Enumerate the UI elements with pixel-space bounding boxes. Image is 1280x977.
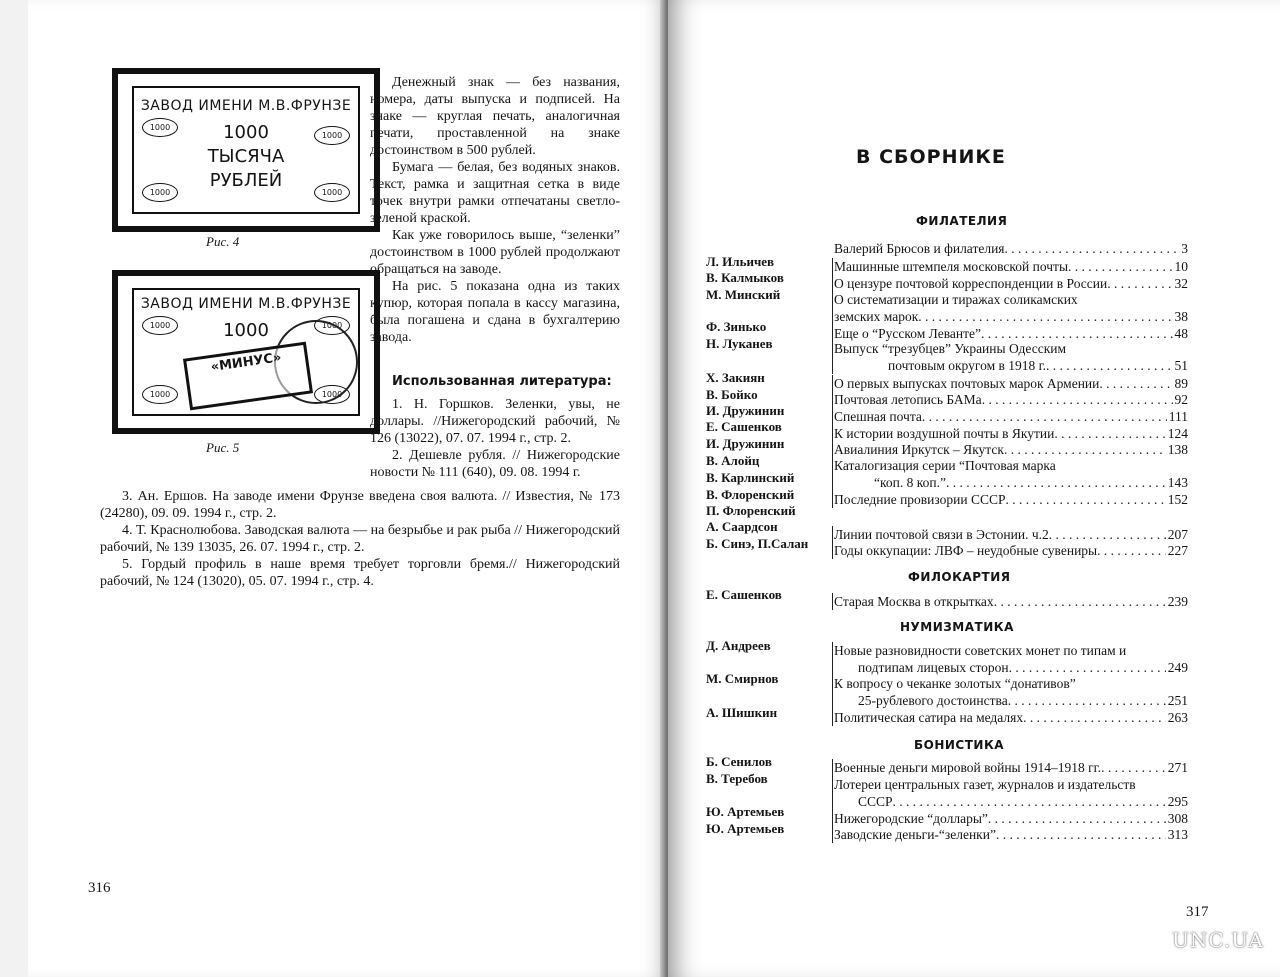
toc-author: В. Калмыков — [706, 270, 784, 285]
section-heading-filokartia: ФИЛОКАРТИЯ — [908, 570, 1011, 584]
toc-entry[interactable] — [834, 542, 1188, 559]
toc-entry[interactable] — [834, 240, 1188, 257]
toc-entry[interactable] — [834, 526, 1188, 543]
toc-author: Ю. Артемьев — [706, 821, 785, 836]
toc-author: М. Минский — [706, 287, 781, 302]
entry-title: Политическая сатира на медалях — [834, 710, 1024, 725]
figure-5-caption: Рис. 5 — [206, 440, 240, 455]
literature-item: 2. Дешевле рубля. // Нижегородские новости № 111 (640), 09. 08. 1994 г. — [370, 448, 620, 480]
entry-page: 313 — [1167, 827, 1188, 842]
entry-page: 10 — [1174, 259, 1188, 274]
paragraph: Как уже говорилось выше, “зеленки” достоинством в 1000 рублей продолжают обращаться на заводе. — [370, 228, 620, 277]
entry-page: 3 — [1181, 241, 1188, 256]
toc-entry[interactable] — [834, 391, 1188, 408]
banknote-figure-5 — [112, 270, 380, 434]
entry-title-cont: 25-рублевого достоинства — [858, 693, 1008, 708]
entry-title-cont: земских марок — [834, 309, 919, 324]
toc-entry[interactable] — [834, 826, 1188, 843]
toc-author: Ю. Артемьев — [706, 804, 785, 819]
toc-entry[interactable] — [834, 340, 1188, 374]
banknote-frame — [132, 86, 360, 214]
entry-page: 89 — [1174, 376, 1188, 391]
toc-author: Б. Сенилов — [706, 754, 772, 769]
toc-author: В. Флоренский — [706, 487, 795, 502]
toc-entry[interactable] — [834, 457, 1188, 491]
entry-title: Последние провизории СССР — [834, 492, 1006, 507]
section-heading-numismatics: НУМИЗМАТИКА — [900, 620, 1014, 634]
banknote-value: 1000 — [223, 320, 269, 341]
banknote-frame — [132, 288, 360, 416]
toc-author: Е. Сашенков — [706, 587, 782, 602]
literature-item: 1. Н. Горшков. Зеленки, увы, не доллары. //Нижегородский рабочий, № 126 (13022), 07. 07. 1994 г., стр. 2. — [370, 397, 620, 446]
toc-author: И. Дружинин — [706, 436, 785, 451]
toc-author: В. Алойц — [706, 453, 760, 468]
paragraph: Бумага — белая, без водяных знаков. Текст, рамка и защитная сетка в виде точек внутри рамки отпечатаны светло-зеленой краской. — [370, 160, 620, 226]
entry-title-cont: “коп. 8 коп.” — [874, 475, 946, 490]
contents-title: В СБОРНИКЕ — [856, 146, 1006, 168]
toc-author: Н. Луканев — [706, 336, 773, 351]
entry-page: 227 — [1167, 543, 1188, 558]
section-heading-bonistics: БОНИСТИКА — [914, 738, 1005, 752]
toc-entry[interactable] — [834, 642, 1188, 676]
page-number: 317 — [1186, 904, 1209, 920]
value-oval: 1000 — [142, 183, 178, 202]
toc-author: Ф. Зинько — [706, 319, 767, 334]
toc-author: В. Бойко — [706, 387, 758, 402]
page-number: 316 — [88, 880, 111, 896]
entry-title: Авиалиния Иркутск – Якутск — [834, 442, 1004, 457]
left-page — [28, 0, 668, 977]
entry-title: Военные деньги мировой войны 1914–1918 гг. — [834, 760, 1102, 775]
entry-page: 152 — [1167, 492, 1188, 507]
toc-author: Д. Андреев — [706, 638, 771, 653]
entry-page: 48 — [1174, 326, 1188, 341]
literature-item: 4. Т. Краснолюбова. Заводская валюта — на безрыбье и рак рыба // Нижегородский рабочий, № 139 13035, 26. 07. 1994 г., стр. 2. — [100, 523, 620, 555]
entry-title: Линии почтовой связи в Эстонии. ч.2 — [834, 527, 1049, 542]
watermark-logo: UNC.UA — [1172, 928, 1264, 952]
paragraph: На рис. 5 показана одна из таких купюр, которая попала в кассу магазина, была погашена и сдана в бухгалтерию завода. — [370, 279, 620, 345]
entry-title: К истории воздушной почты в Якутии — [834, 426, 1055, 441]
entry-page: 207 — [1167, 527, 1188, 542]
toc-author: Х. Закиян — [706, 370, 765, 385]
entry-title-cont: подтипам лицевых сторон — [858, 660, 1009, 675]
value-oval: 1000 — [142, 316, 178, 335]
toc-author: И. Дружинин — [706, 403, 785, 418]
entry-page: 251 — [1167, 693, 1188, 708]
entry-page: 249 — [1167, 660, 1188, 675]
toc-author: В. Карлинский — [706, 470, 795, 485]
toc-entry[interactable] — [834, 675, 1188, 709]
literature-list-narrow — [370, 396, 620, 481]
banknote-figure-4 — [112, 68, 380, 232]
literature-list-wide — [100, 488, 620, 590]
entry-page: 32 — [1174, 276, 1188, 291]
literature-heading: Использованная литература: — [392, 374, 612, 389]
entry-title: О систематизации и тиражах соликамских — [834, 292, 1078, 307]
value-oval: 1000 — [314, 385, 350, 404]
toc-entry[interactable] — [834, 375, 1188, 392]
entry-title: Машинные штемпеля московской почты — [834, 259, 1069, 274]
value-oval: 1000 — [142, 385, 178, 404]
banknote-words-line2: РУБЛЕЙ — [209, 170, 283, 191]
entry-page: 38 — [1174, 309, 1188, 324]
entry-title: Заводские деньги-“зеленки” — [834, 827, 996, 842]
toc-entry[interactable] — [834, 810, 1188, 827]
entry-title: Годы оккупации: ЛВФ – неудобные сувениры — [834, 543, 1098, 558]
literature-item: 3. Ан. Ершов. На заводе имени Фрунзе введена своя валюта. // Известия, № 173 (24280), 09. 09. 1994 г., стр. 2. — [100, 489, 620, 521]
entry-title: Выпуск “трезубцев” Украины Одесским — [834, 341, 1067, 356]
entry-title: Почтовая летопись БАМа — [834, 392, 982, 407]
banknote-title: ЗАВОД ИМЕНИ М.В.ФРУНЗЕ — [140, 296, 352, 312]
value-oval: 1000 — [142, 118, 178, 137]
entry-title: Старая Москва в открытках — [834, 594, 994, 609]
banknote-title: ЗАВОД ИМЕНИ М.В.ФРУНЗЕ — [140, 98, 352, 114]
entry-title: О первых выпусках почтовых марок Армении — [834, 376, 1100, 391]
paragraph: Денежный знак — без названия, номера, даты выпуска и подписей. На знаке — круглая печать, аналогичная печати, проставленной на знаке достоинством в 500 рублей. — [370, 75, 620, 158]
entry-page: 308 — [1167, 811, 1188, 826]
toc-entry[interactable] — [834, 491, 1188, 508]
entry-page: 271 — [1167, 760, 1188, 775]
entry-page: 51 — [1174, 358, 1188, 373]
figure-4-caption: Рис. 4 — [206, 234, 240, 249]
entry-title: К вопросу о чеканке золотых “донативов” — [834, 676, 1076, 691]
toc-author: А. Шишкин — [706, 705, 778, 720]
toc-entry[interactable] — [834, 776, 1188, 810]
value-oval: 1000 — [314, 316, 350, 335]
toc-author: В. Теребов — [706, 771, 768, 786]
entry-page: 124 — [1167, 426, 1188, 441]
toc-entry[interactable] — [834, 441, 1188, 458]
entry-page: 138 — [1167, 442, 1188, 457]
toc-entry[interactable] — [834, 759, 1188, 776]
entry-page: 111 — [1168, 409, 1188, 424]
entry-page: 143 — [1167, 475, 1188, 490]
entry-page: 239 — [1167, 594, 1188, 609]
toc-entry[interactable] — [834, 425, 1188, 442]
toc-entry[interactable] — [834, 291, 1188, 325]
toc-author: А. Саардсон — [706, 519, 778, 534]
toc-author: Б. Синэ, П.Салан — [706, 536, 809, 551]
toc-author: Л. Ильичев — [706, 254, 775, 269]
entry-title: Валерий Брюсов и филателия — [834, 241, 1005, 256]
banknote-value: 1000 — [223, 122, 269, 143]
entry-title-cont: почтовым округом в 1918 г. — [888, 358, 1047, 373]
toc-entry[interactable] — [834, 593, 1188, 610]
literature-item: 5. Гордый профиль в наше время требует торговли бремя.// Нижегородский рабочий, № 124 (13020), 05. 07. 1994 г., стр. 4. — [100, 557, 620, 589]
toc-entry[interactable] — [834, 408, 1188, 425]
toc-entry[interactable] — [834, 258, 1188, 275]
entry-title: Нижегородские “доллары” — [834, 811, 988, 826]
entry-title: Лотереи центральных газет, журналов и издательств — [834, 777, 1136, 792]
entry-title: Новые разновидности советских монет по типам и — [834, 643, 1127, 658]
entry-page: 263 — [1167, 710, 1188, 725]
entry-title: Еще о “Русском Леванте” — [834, 326, 982, 341]
banknote-words-line1: ТЫСЯЧА — [207, 146, 285, 167]
toc-author: П. Флоренский — [706, 503, 796, 518]
page-edge — [0, 0, 28, 977]
entry-page: 92 — [1174, 392, 1188, 407]
cancel-stamp: «МИНУС» — [183, 342, 313, 411]
toc-entry[interactable] — [834, 275, 1188, 292]
entry-title: Каталогизация серии “Почтовая марка — [834, 458, 1056, 473]
section-heading-filately: ФИЛАТЕЛИЯ — [916, 214, 1008, 228]
entry-title-cont: СССР — [858, 794, 893, 809]
value-oval: 1000 — [314, 183, 350, 202]
toc-entry[interactable] — [834, 709, 1188, 726]
toc-author: Е. Сашенков — [706, 419, 782, 434]
entry-title: О цензуре почтовой корреспонденции в России — [834, 276, 1108, 291]
entry-page: 295 — [1167, 794, 1188, 809]
toc-author: М. Смирнов — [706, 671, 779, 686]
value-oval: 1000 — [314, 126, 350, 145]
entry-title: Спешная почта — [834, 409, 922, 424]
right-page — [668, 0, 1280, 977]
body-text — [370, 74, 620, 346]
